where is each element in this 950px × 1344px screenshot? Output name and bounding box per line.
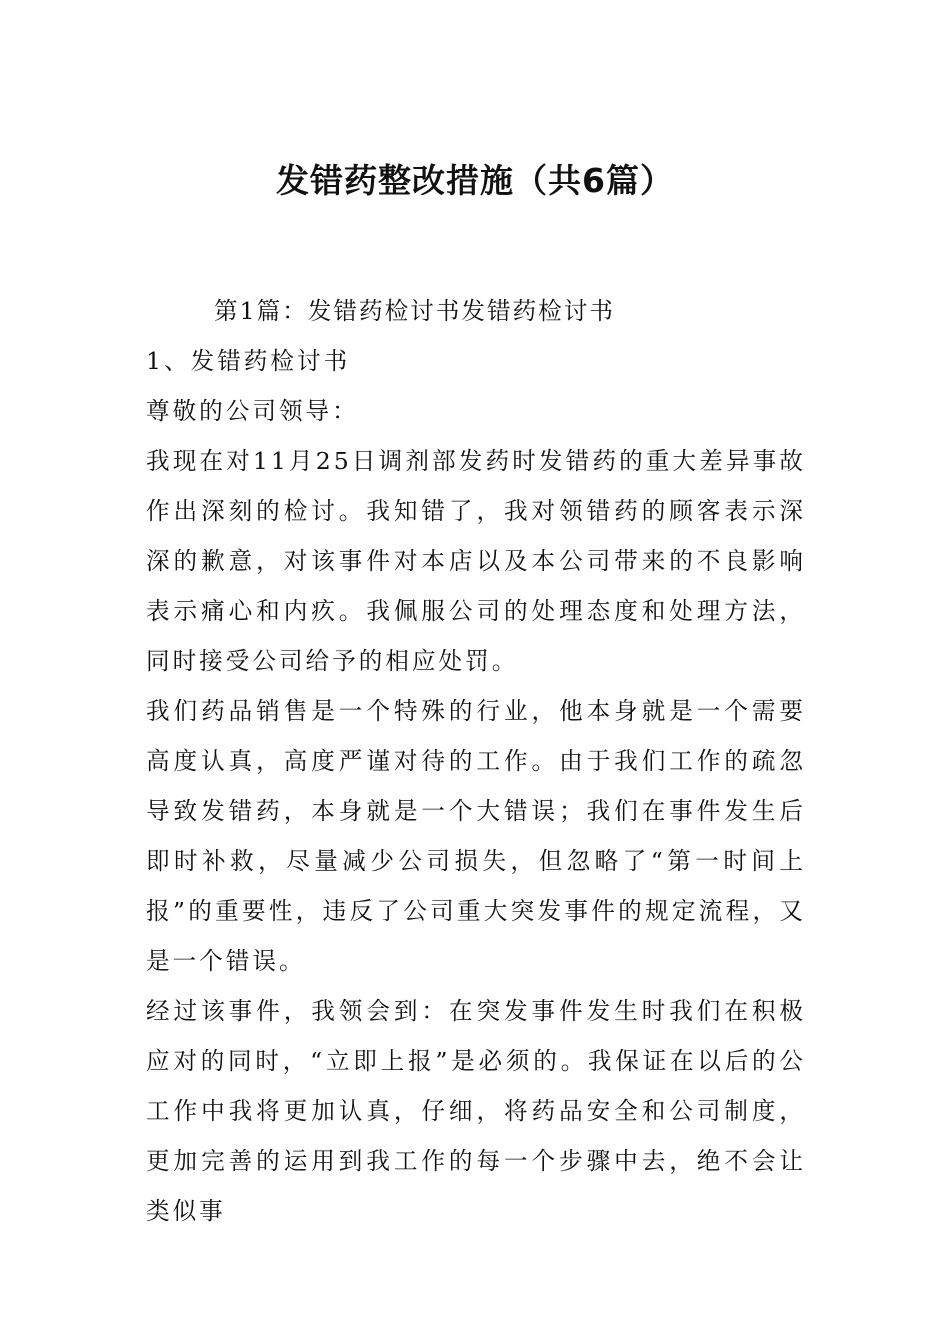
paragraph-1: 我现在对11月25日调剂部发药时发错药的重大差异事故作出深刻的检讨。我知错了，我对领错药的顾客表示深深的歉意，对该事件对本店以及本公司带来的不良影响表示痛心和内疚。我佩服公司的处理态度和处理方法，同时接受公司给予的相应处罚。 <box>146 447 806 675</box>
section-heading: 1、发错药检讨书 <box>146 347 351 375</box>
paragraph-3: 经过该事件，我领会到：在突发事件发生时我们在积极应对的同时，“立即上报”是必须的。我保证在以后的公工作中我将更加认真，仔细，将药品安全和公司制度，更加完善的运用到我工作的每一个步骤中去，绝不会让类似事 <box>146 997 806 1225</box>
paragraph-2: 我们药品销售是一个特殊的行业，他本身就是一个需要高度认真，高度严谨对待的工作。由于我们工作的疏忽导致发错药，本身就是一个大错误；我们在事件发生后即时补救，尽量减少公司损失，但忽略了“第一时间上报”的重要性，违反了公司重大突发事件的规定流程，又是一个错误。 <box>146 697 806 975</box>
document-body <box>146 286 806 1236</box>
salutation: 尊敬的公司领导： <box>146 397 359 425</box>
chapter-heading: 第1篇：发错药检讨书发错药检讨书 <box>214 297 615 325</box>
document-title: 发错药整改措施（共6篇） <box>276 161 674 200</box>
